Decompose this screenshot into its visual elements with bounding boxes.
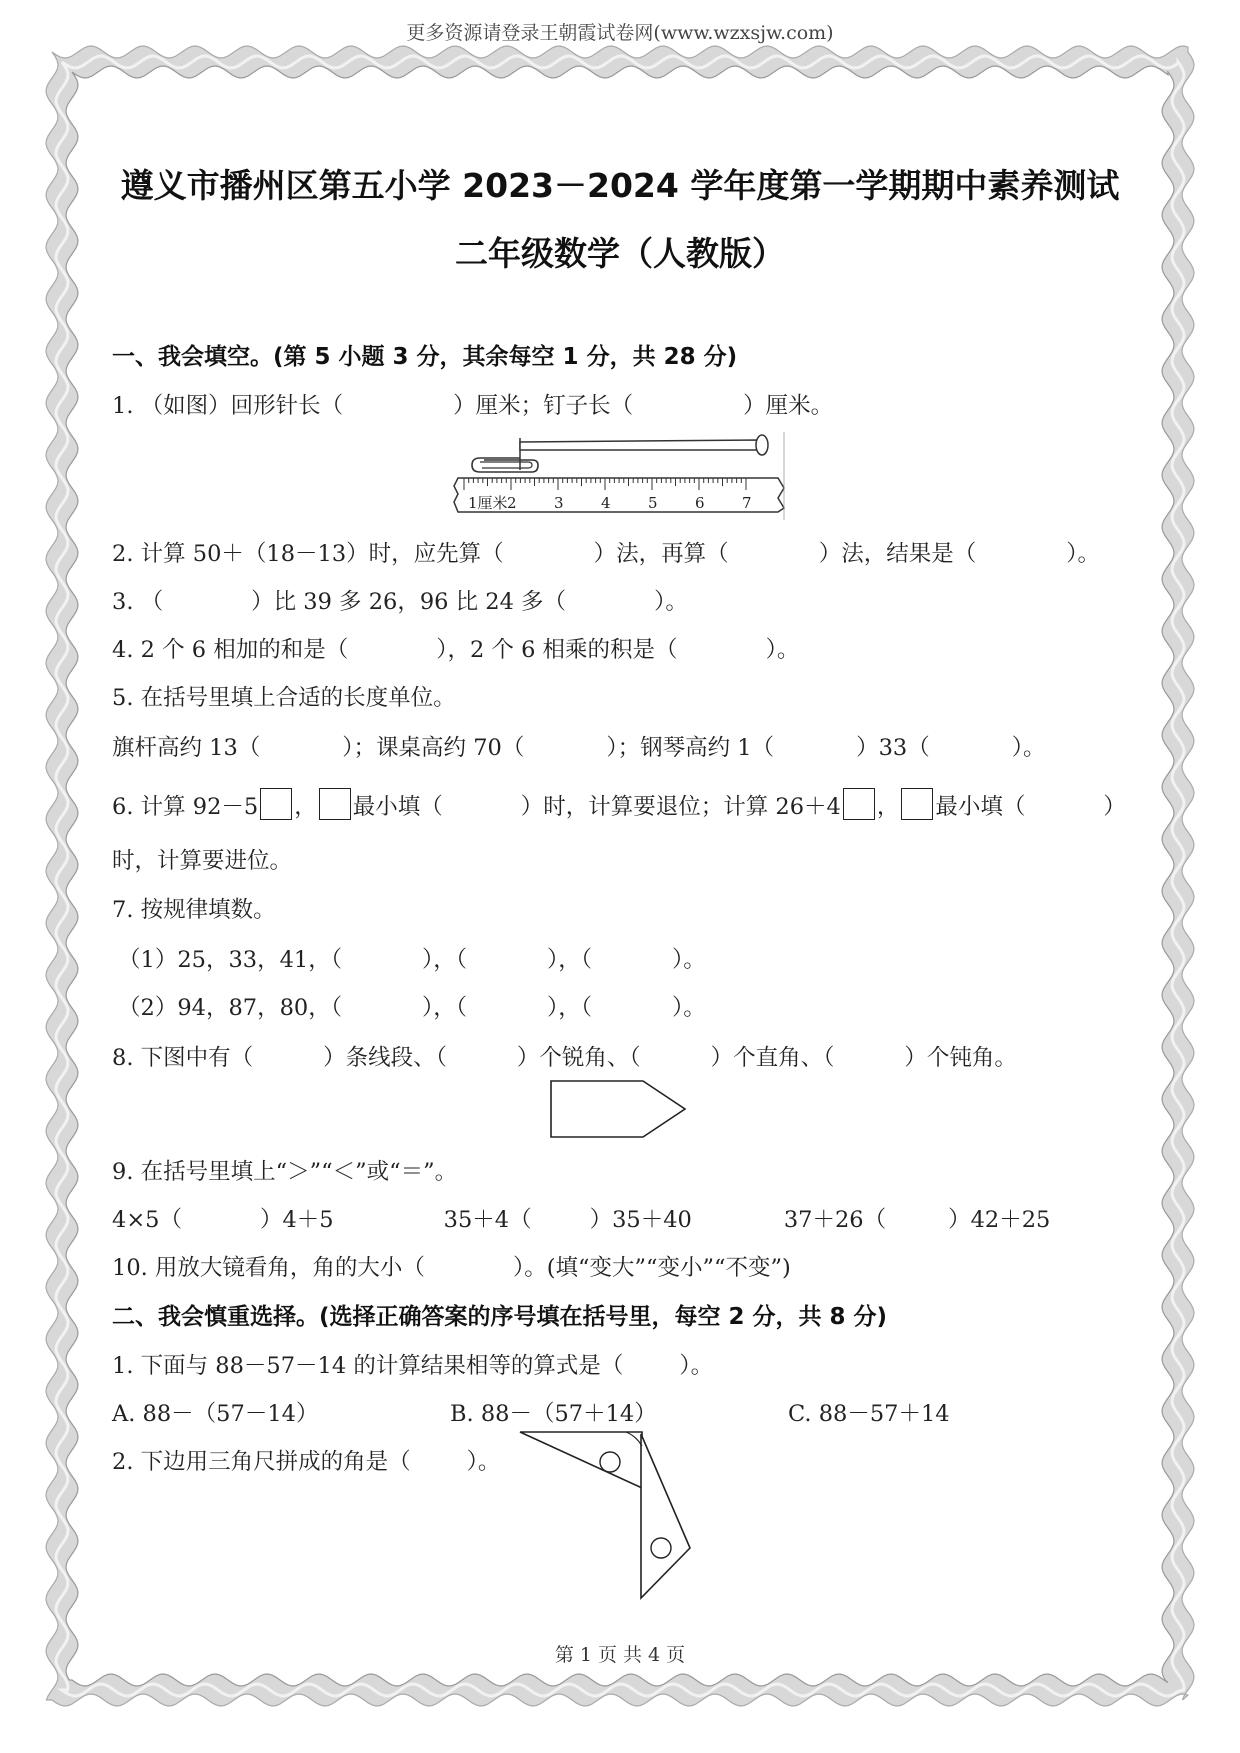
exam-subtitle: 二年级数学（人教版）	[455, 234, 785, 273]
s2-question-2: 2. 下边用三角尺拼成的角是（ ）。	[112, 1449, 501, 1475]
ruler-tick-label: 2	[507, 494, 517, 512]
question-8: 8. 下图中有（ ）条线段、（ ）个锐角、（ ）个直角、（ ）个钝角。	[112, 1045, 1017, 1071]
question-9-line: 4×5（ ）4＋5 35＋4（ ）35＋40 37＋26（ ）42＋25	[112, 1207, 1051, 1233]
section2-heading: 二、我会慎重选择。(选择正确答案的序号填在括号里，每空 2 分，共 8 分)	[112, 1304, 888, 1330]
question-6: 6. 计算 92－5 ， 最小填（ ）时，计算要退位；计算 26＋4 ， 最小填（ ）	[112, 788, 1126, 821]
ruler-tick-label: 7	[742, 494, 752, 512]
question-4: 4. 2 个 6 相加的和是（ ），2 个 6 相乘的积是（ ）。	[112, 637, 800, 663]
s2-question-1: 1. 下面与 88－57－14 的计算结果相等的算式是（ ）。	[112, 1353, 714, 1379]
nail	[520, 435, 768, 470]
ruler-figure	[452, 428, 792, 524]
page-footer: 第 1 页 共 4 页	[554, 1644, 686, 1666]
question-7-2: （2）94，87，80，（ ），（ ），（ ）。	[118, 995, 706, 1021]
option-b: B. 88－（57＋14）	[450, 1401, 657, 1427]
question-2: 2. 计算 50＋（18－13）时，应先算（ ）法，再算（ ）法，结果是（ ）。	[112, 541, 1100, 567]
ruler-tick-label: 5	[648, 494, 658, 512]
blank-box	[319, 788, 351, 820]
set-squares-figure	[518, 1428, 698, 1604]
s2-question-1-options	[112, 1396, 950, 1428]
question-6-cont: 时，计算要进位。	[112, 848, 293, 874]
section1-heading: 一、我会填空。(第 5 小题 3 分，其余每空 1 分，共 28 分)	[112, 344, 738, 370]
ruler-tick-label: 4	[601, 494, 611, 512]
ruler-tick-label: 3	[554, 494, 564, 512]
ruler	[454, 478, 784, 512]
option-c: C. 88－57＋14	[788, 1401, 950, 1427]
watermark: 更多资源请登录王朝霞试卷网(www.wzxsjw.com)	[406, 22, 834, 44]
blank-box	[260, 788, 292, 820]
ruler-tick-label: 6	[695, 494, 705, 512]
pentagon-figure	[548, 1078, 690, 1140]
paperclip	[472, 458, 538, 472]
question-3: 3. （ ）比 39 多 26，96 比 24 多（ ）。	[112, 589, 688, 615]
question-5-line: 旗杆高约 13（ ）；课桌高约 70（ ）；钢琴高约 1（ ）33（ ）。	[112, 735, 1046, 761]
question-5: 5. 在括号里填上合适的长度单位。	[112, 685, 456, 711]
question-10: 10. 用放大镜看角，角的大小（ ）。(填“变大”“变小”“不变”)	[112, 1255, 791, 1281]
question-7-1: （1）25，33，41，（ ），（ ），（ ）。	[118, 947, 706, 973]
blank-box	[901, 788, 933, 820]
question-1: 1. （如图）回形针长（ ）厘米；钉子长（ ）厘米。	[112, 393, 834, 419]
question-7: 7. 按规律填数。	[112, 897, 276, 923]
ruler-unit-label: 1厘米	[468, 494, 508, 512]
exam-title: 遵义市播州区第五小学 2023－2024 学年度第一学期期中素养测试	[120, 166, 1120, 205]
option-a: A. 88－（57－14）	[112, 1401, 319, 1427]
question-9: 9. 在括号里填上“＞”“＜”或“＝”。	[112, 1159, 458, 1185]
blank-box	[843, 788, 875, 820]
